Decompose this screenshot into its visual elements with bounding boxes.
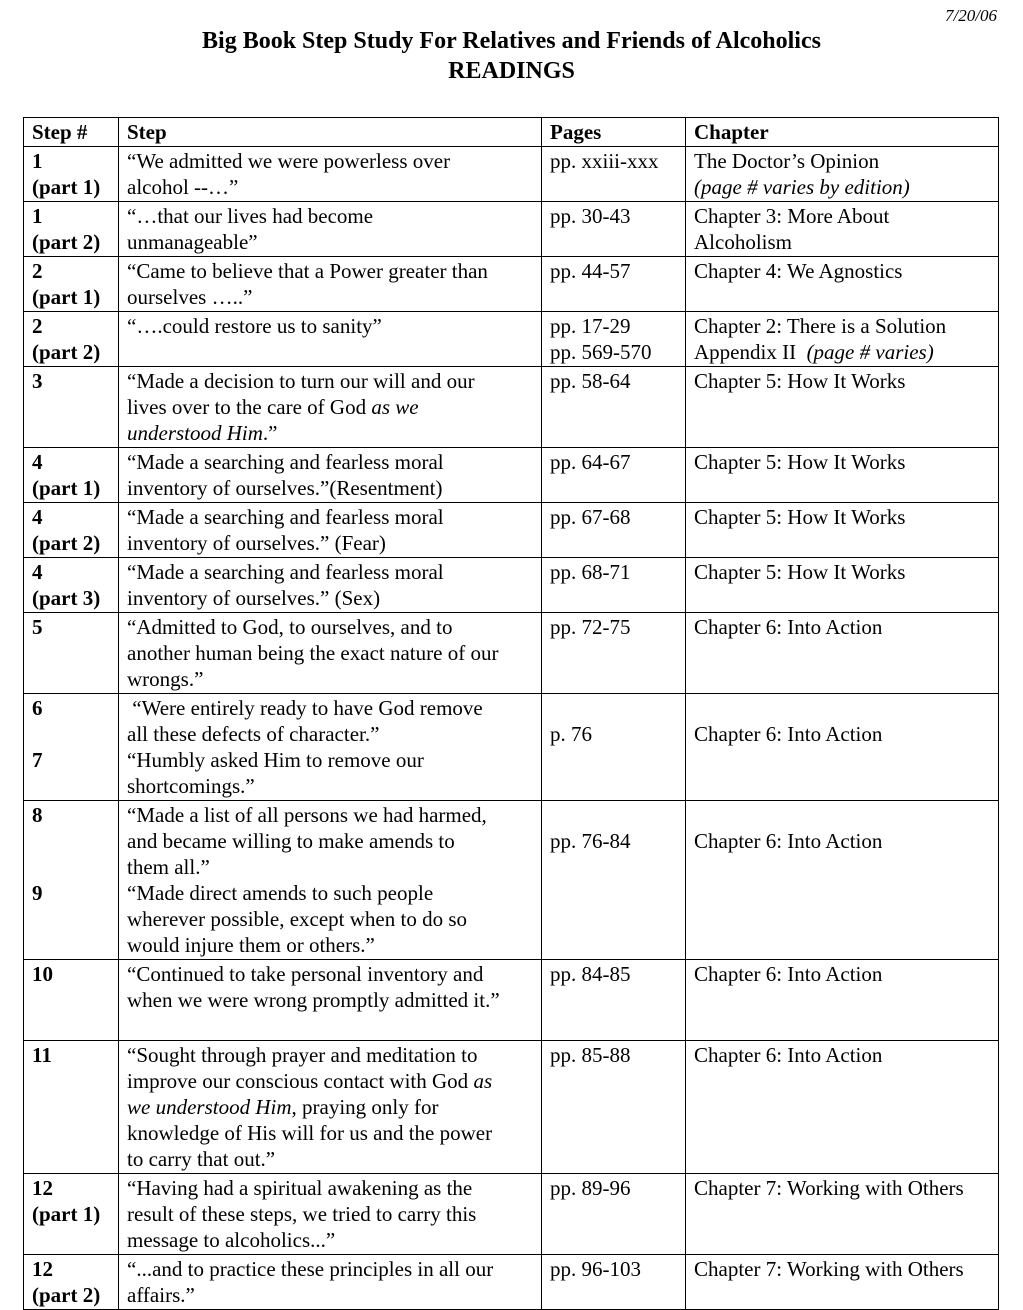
header-step-num: Step # xyxy=(24,118,119,147)
pages-cell: pp. 85-88 xyxy=(542,1041,686,1174)
table-row xyxy=(24,801,999,960)
pages-cell: pp. 30-43 xyxy=(542,202,686,257)
step-number-cell: 12 (part 2) xyxy=(24,1255,119,1310)
table-header-row xyxy=(24,118,999,147)
step-number-cell: 3 xyxy=(24,367,119,448)
table-row xyxy=(24,960,999,1041)
step-number-cell: 10 xyxy=(24,960,119,1041)
table-row xyxy=(24,448,999,503)
pages-cell: pp. 64-67 xyxy=(542,448,686,503)
step-number-cell: 12 (part 1) xyxy=(24,1174,119,1255)
step-number-cell: 8 9 xyxy=(24,801,119,960)
chapter-cell: Chapter 2: There is a Solution Appendix II (page # varies) xyxy=(686,312,999,367)
step-text-cell: “Made a searching and fearless moral inventory of ourselves.” (Sex) xyxy=(119,558,542,613)
chapter-cell: Chapter 6: Into Action xyxy=(686,613,999,694)
step-text-cell: “…that our lives had become unmanageable” xyxy=(119,202,542,257)
chapter-cell: Chapter 7: Working with Others xyxy=(686,1174,999,1255)
table-row xyxy=(24,558,999,613)
pages-cell: pp. 17-29 pp. 569-570 xyxy=(542,312,686,367)
table-row xyxy=(24,1174,999,1255)
header-chapter: Chapter xyxy=(686,118,999,147)
step-text-cell: “Continued to take personal inventory and when we were wrong promptly admitted it.” xyxy=(119,960,542,1041)
table-row xyxy=(24,694,999,801)
step-number-cell: 2 (part 1) xyxy=(24,257,119,312)
step-text-cell: “We admitted we were powerless over alcohol --…” xyxy=(119,147,542,202)
pages-cell: pp. 72-75 xyxy=(542,613,686,694)
table-row xyxy=(24,202,999,257)
step-number-cell: 2 (part 2) xyxy=(24,312,119,367)
table-row xyxy=(24,1041,999,1174)
step-number-cell: 4 (part 3) xyxy=(24,558,119,613)
step-number-cell: 6 7 xyxy=(24,694,119,801)
step-number-cell: 1 (part 1) xyxy=(24,147,119,202)
readings-table xyxy=(23,117,999,1310)
chapter-cell: Chapter 6: Into Action xyxy=(686,694,999,801)
chapter-cell: Chapter 5: How It Works xyxy=(686,448,999,503)
table-row xyxy=(24,257,999,312)
chapter-cell: The Doctor’s Opinion (page # varies by edition) xyxy=(686,147,999,202)
pages-cell: pp. 84-85 xyxy=(542,960,686,1041)
step-text-cell: “Sought through prayer and meditation to improve our conscious contact with God as we understood Him, praying only for knowledge of His will for us and the power to carry that out.” xyxy=(119,1041,542,1174)
step-text-cell: “Admitted to God, to ourselves, and to another human being the exact nature of our wrongs.” xyxy=(119,613,542,694)
chapter-cell: Chapter 3: More About Alcoholism xyxy=(686,202,999,257)
step-number-cell: 4 (part 1) xyxy=(24,448,119,503)
pages-cell: pp. 58-64 xyxy=(542,367,686,448)
step-number-cell: 1 (part 2) xyxy=(24,202,119,257)
chapter-cell: Chapter 5: How It Works xyxy=(686,367,999,448)
step-number-cell: 4 (part 2) xyxy=(24,503,119,558)
step-number-cell: 11 xyxy=(24,1041,119,1174)
chapter-cell: Chapter 6: Into Action xyxy=(686,1041,999,1174)
header-step: Step xyxy=(119,118,542,147)
chapter-cell: Chapter 7: Working with Others xyxy=(686,1255,999,1310)
step-text-cell: “Made a list of all persons we had harmed, and became willing to make amends to them all.” “Made direct amends to such people wherever possible, except when to do so would injure them or others.” xyxy=(119,801,542,960)
pages-cell: pp. 68-71 xyxy=(542,558,686,613)
chapter-cell: Chapter 5: How It Works xyxy=(686,558,999,613)
title-block xyxy=(0,26,1023,86)
step-text-cell: “Having had a spiritual awakening as the result of these steps, we tried to carry this message to alcoholics...” xyxy=(119,1174,542,1255)
page-subtitle: READINGS xyxy=(448,58,575,84)
pages-cell: pp. xxiii-xxx xyxy=(542,147,686,202)
table-row xyxy=(24,367,999,448)
step-text-cell: “….could restore us to sanity” xyxy=(119,312,542,367)
step-text-cell: “...and to practice these principles in all our affairs.” xyxy=(119,1255,542,1310)
chapter-cell: Chapter 4: We Agnostics xyxy=(686,257,999,312)
pages-cell: pp. 44-57 xyxy=(542,257,686,312)
pages-cell: pp. 96-103 xyxy=(542,1255,686,1310)
chapter-cell: Chapter 5: How It Works xyxy=(686,503,999,558)
pages-cell: pp. 89-96 xyxy=(542,1174,686,1255)
chapter-cell: Chapter 6: Into Action xyxy=(686,801,999,960)
table-row xyxy=(24,312,999,367)
table-row xyxy=(24,147,999,202)
step-text-cell: “Came to believe that a Power greater than ourselves …..” xyxy=(119,257,542,312)
header-pages: Pages xyxy=(542,118,686,147)
document-date: 7/20/06 xyxy=(945,6,997,25)
table-row xyxy=(24,613,999,694)
step-text-cell: “Made a searching and fearless moral inventory of ourselves.” (Fear) xyxy=(119,503,542,558)
step-text-cell: “Made a decision to turn our will and our lives over to the care of God as we understood Him.” xyxy=(119,367,542,448)
pages-cell: pp. 67-68 xyxy=(542,503,686,558)
step-text-cell: “Were entirely ready to have God remove all these defects of character.” “Humbly asked Him to remove our shortcomings.” xyxy=(119,694,542,801)
page-title: Big Book Step Study For Relatives and Friends of Alcoholics xyxy=(202,28,821,54)
step-text-cell: “Made a searching and fearless moral inventory of ourselves.”(Resentment) xyxy=(119,448,542,503)
pages-cell: pp. 76-84 xyxy=(542,801,686,960)
table-row xyxy=(24,1255,999,1310)
pages-cell: p. 76 xyxy=(542,694,686,801)
table-row xyxy=(24,503,999,558)
step-number-cell: 5 xyxy=(24,613,119,694)
chapter-cell: Chapter 6: Into Action xyxy=(686,960,999,1041)
